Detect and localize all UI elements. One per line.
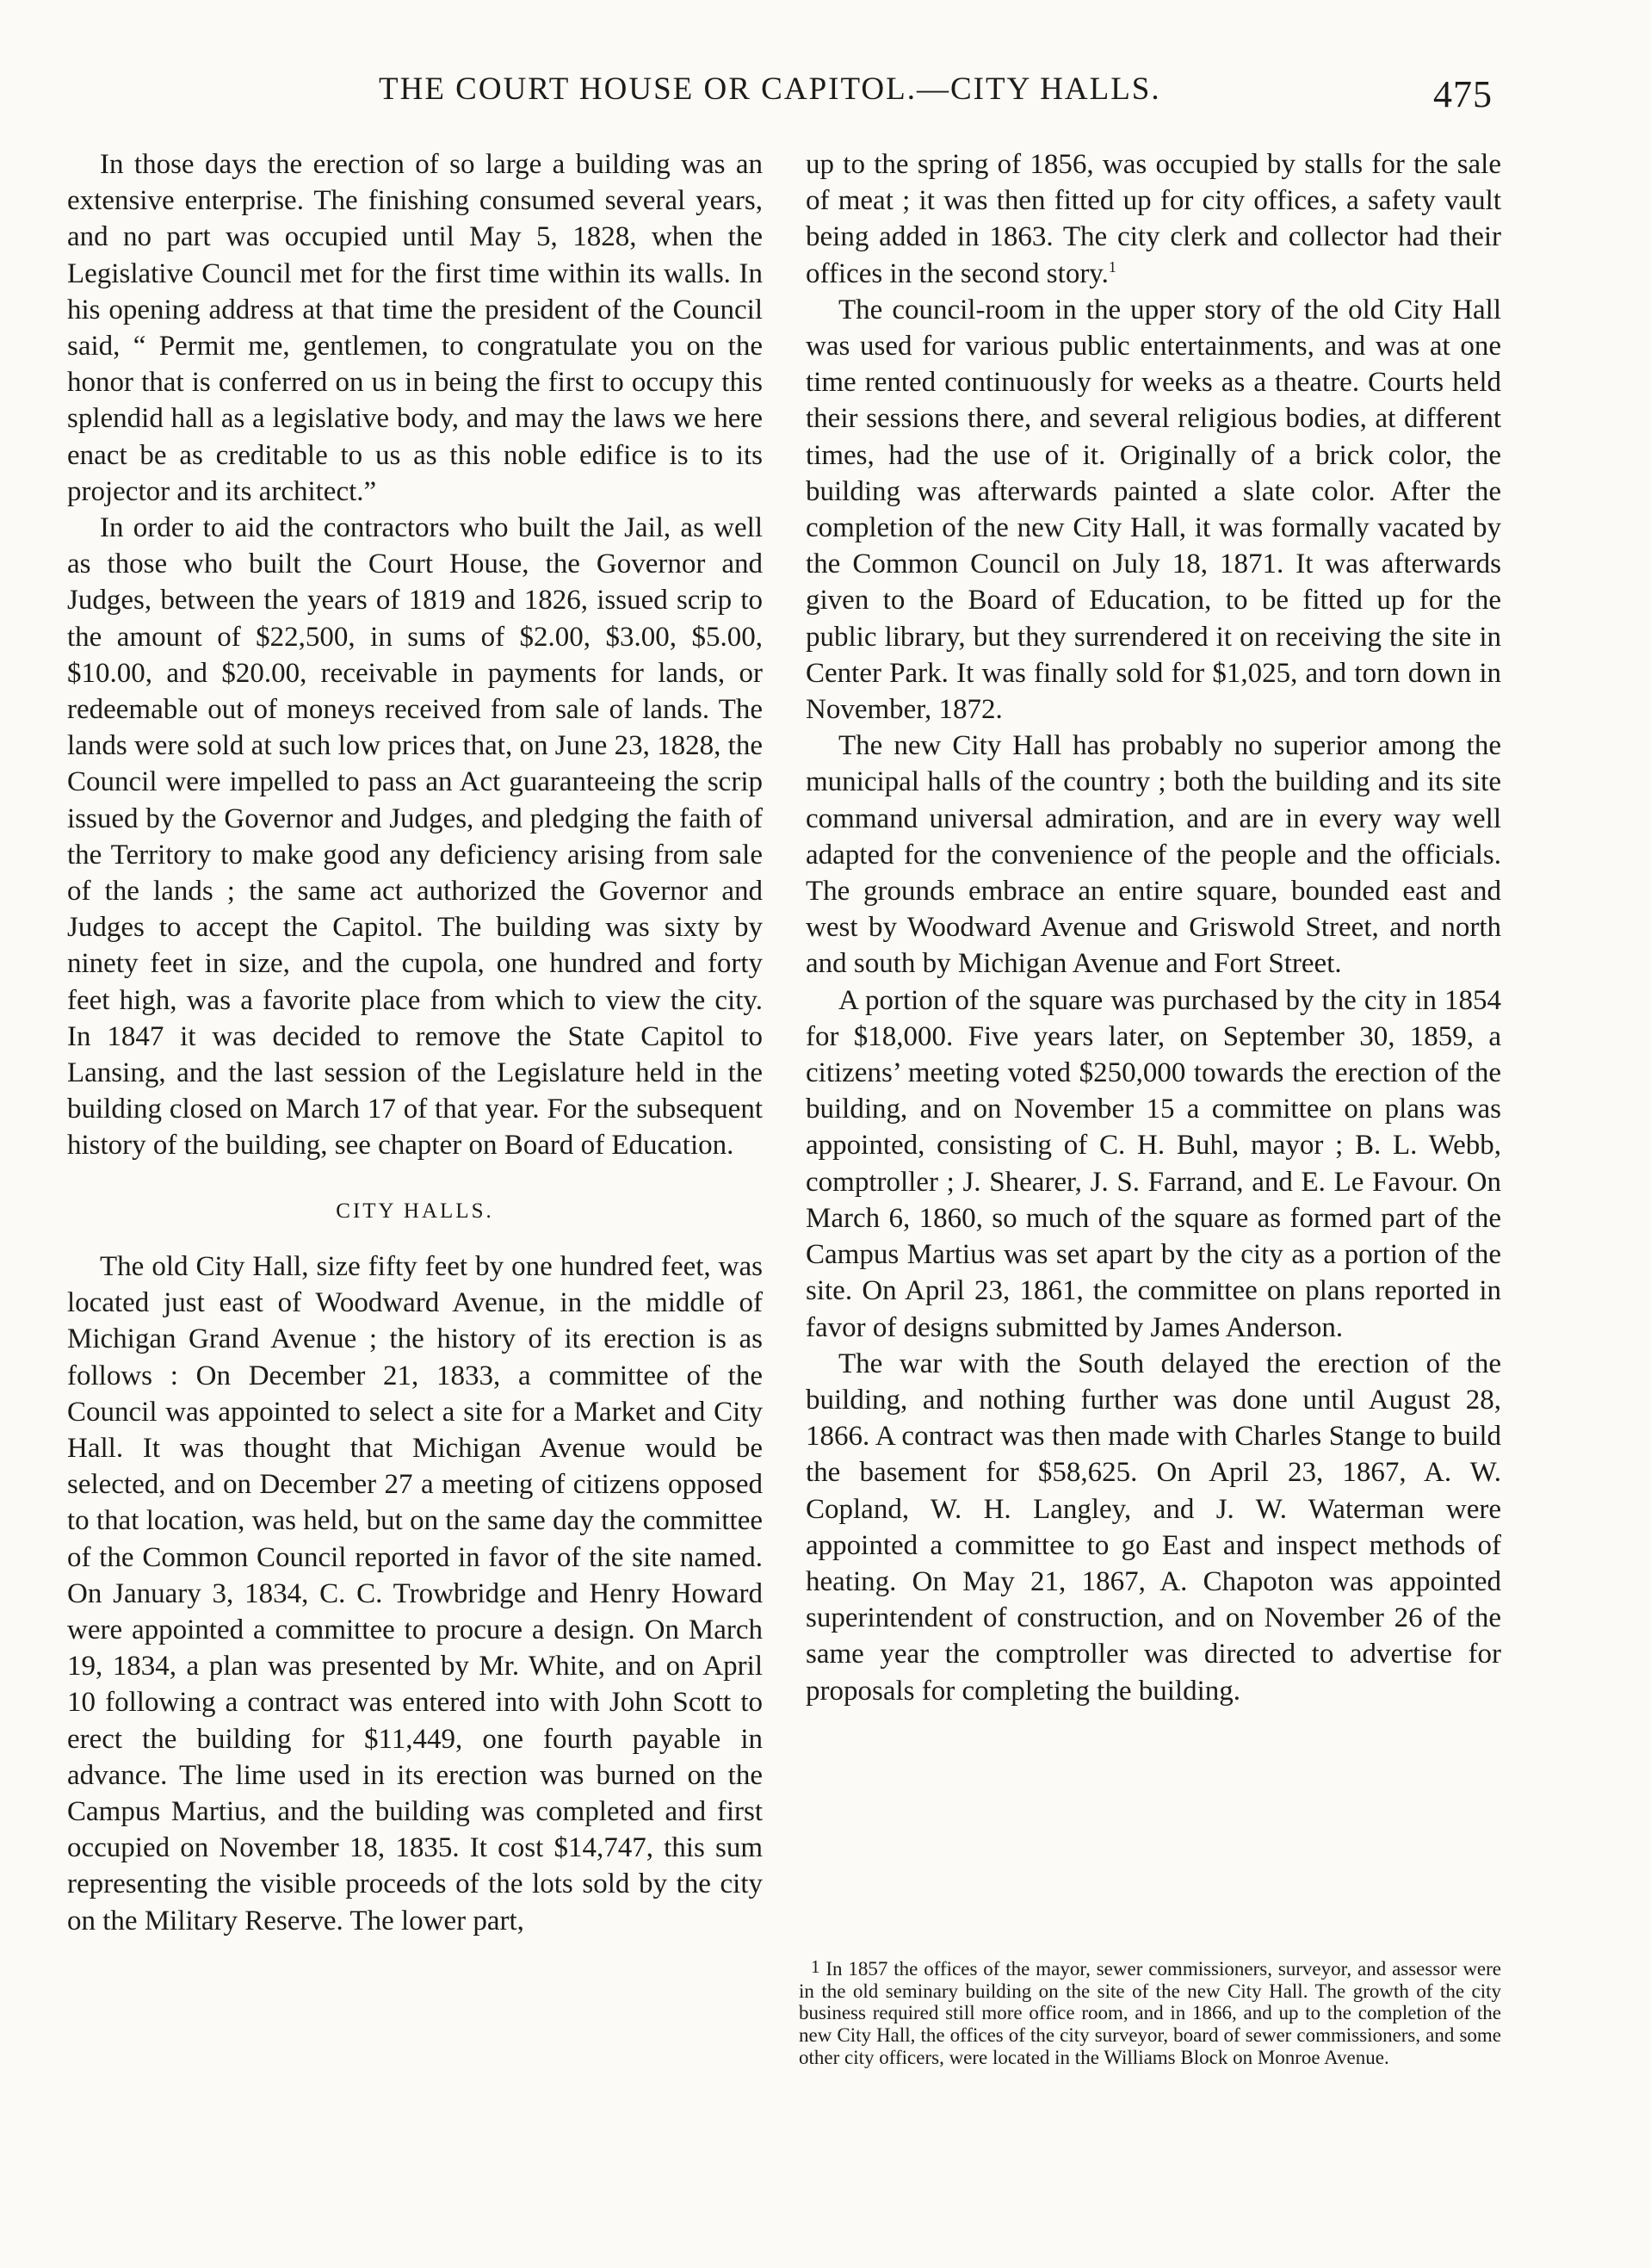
- paragraph: In those days the erection of so large a building was an extensive enterprise. The finishing consumed several years, and no part was occupied until May 5, 1828, when the Legislative Council met for the first time within its walls. In his opening address at that time the president of the Council said, “ Permit me, gentlemen, to congratulate you on the honor that is conferred on us in being the first to occupy this splendid hall as a legislative body, and may the laws we here enact be as creditable to us as this noble edifice is to its projector and its architect.”: [67, 149, 763, 507]
- page-number: 475: [1433, 73, 1493, 115]
- paragraph: A portion of the square was purchased by the city in 1854 for $18,000. Five years later, on September 30, 1859, a citizens’ meeting voted $250,000 towards the erection of the building, and on November 15 a committee on plans was appointed, consisting of C. H. Buhl, mayor ; B. L. Webb, comptroller ; J. Shearer, J. S. Farrand, and E. Le Favour. On March 6, 1860, so much of the square as formed part of the Campus Martius was set apart by the city as a portion of the site. On April 23, 1861, the committee on plans reported in favor of designs submitted by James Anderson.: [806, 984, 1501, 1343]
- left-column: [67, 146, 763, 1939]
- footnote-reference: 1: [1108, 257, 1116, 276]
- paragraph: The new City Hall has probably no superior among the municipal halls of the country ; both the building and its site command universal admiration, and are in every way well adapted for the convenience of the people and the officials. The grounds embrace an entire square, bounded east and west by Woodward Avenue and Griswold Street, and north and south by Michigan Avenue and Fort Street.: [806, 730, 1501, 980]
- running-head: [0, 65, 1651, 117]
- footnote-mark: 1: [811, 1956, 820, 1977]
- footnote-text: In 1857 the offices of the mayor, sewer commissioners, surveyor, and assessor were in the old seminary building on the site of the new City Hall. The growth of the city business required still more office room, and in 1866, and up to the completion of the new City Hall, the offices of the city surveyor, board of sewer commissioners, and some other city officers, were located in the Williams Block on Monroe Avenue.: [799, 1958, 1502, 2068]
- paragraph: The war with the South delayed the erection of the building, and nothing further was done until August 28, 1866. A contract was then made with Charles Stange to build the basement for $58,625. On April 23, 1867, A. W. Copland, W. H. Langley, and J. W. Waterman were appointed a committee to go East and inspect methods of heating. On May 21, 1867, A. Chapoton was appointed superintendent of construction, and on November 26 of the same year the comptroller was directed to advertise for proposals for completing the building.: [806, 1348, 1501, 1707]
- paragraph: The old City Hall, size fifty feet by one hundred feet, was located just east of Woodward Avenue, in the middle of Michigan Grand Avenue ; the history of its erection is as follows : On December 21, 1833, a committee of the Council was appointed to select a site for a Market and City Hall. It was thought that Michigan Avenue would be selected, and on December 27 a meeting of citizens opposed to that location, was held, but on the same day the committee of the Common Council reported in favor of the site named. On January 3, 1834, C. C. Trowbridge and Henry Howard were appointed a committee to procure a design. On March 19, 1834, a plan was presented by Mr. White, and on April 10 following a contract was entered into with John Scott to erect the building for $11,449, one fourth payable in advance. The lime used in its erection was burned on the Campus Martius, and the building was completed and first occupied on November 18, 1835. It cost $14,747, this sum representing the visible proceeds of the lots sold by the city on the Military Reserve. The lower part,: [67, 1250, 763, 1936]
- section-heading: CITY HALLS.: [336, 1199, 494, 1223]
- footnote-paragraph: [799, 1956, 1501, 2069]
- continuation-text: up to the spring of 1856, was occupied by stalls for the sale of meat ; it was then fitted up for city offices, a safety vault being added in 1863. The city clerk and collector had their offices in the second story.: [806, 149, 1501, 289]
- paragraph-continuation: [806, 146, 1501, 292]
- right-column: [806, 146, 1501, 1709]
- paragraph: The council-room in the upper story of the old City Hall was used for various public entertainments, and was at one time rented continuously for weeks as a theatre. Courts held their sessions there, and several religious bodies, at different times, had the use of it. Originally of a brick color, the building was afterwards painted a slate color. After the completion of the new City Hall, it was formally vacated by the Common Council on July 18, 1871. It was afterwards given to the Board of Education, to be fitted up for the public library, but they surrendered it on receiving the site in Center Park. It was finally sold for $1,025, and torn down in November, 1872.: [806, 294, 1501, 726]
- footnote: [799, 1956, 1501, 2069]
- running-title: THE COURT HOUSE OR CAPITOL.—CITY HALLS.: [379, 71, 1161, 107]
- paragraph: In order to aid the contractors who built the Jail, as well as those who built the Court House, the Governor and Judges, between the years of 1819 and 1826, issued scrip to the amount of $22,500, in sums of $2.00, $3.00, $5.00, $10.00, and $20.00, receivable in payments for lands, or redeemable out of moneys received from sale of lands. The lands were sold at such low prices that, on June 23, 1828, the Council were impelled to pass an Act guaranteeing the scrip issued by the Governor and Judges, and pledging the faith of the Territory to make good any deficiency arising from sale of the lands ; the same act authorized the Governor and Judges to accept the Capitol. The building was sixty by ninety feet in size, and the cupola, one hundred and forty feet high, was a favorite place from which to view the city. In 1847 it was decided to remove the State Capitol to Lansing, and the last session of the Legislature held in the building closed on March 17 of that year. For the subsequent history of the building, see chapter on Board of Education.: [67, 512, 763, 1162]
